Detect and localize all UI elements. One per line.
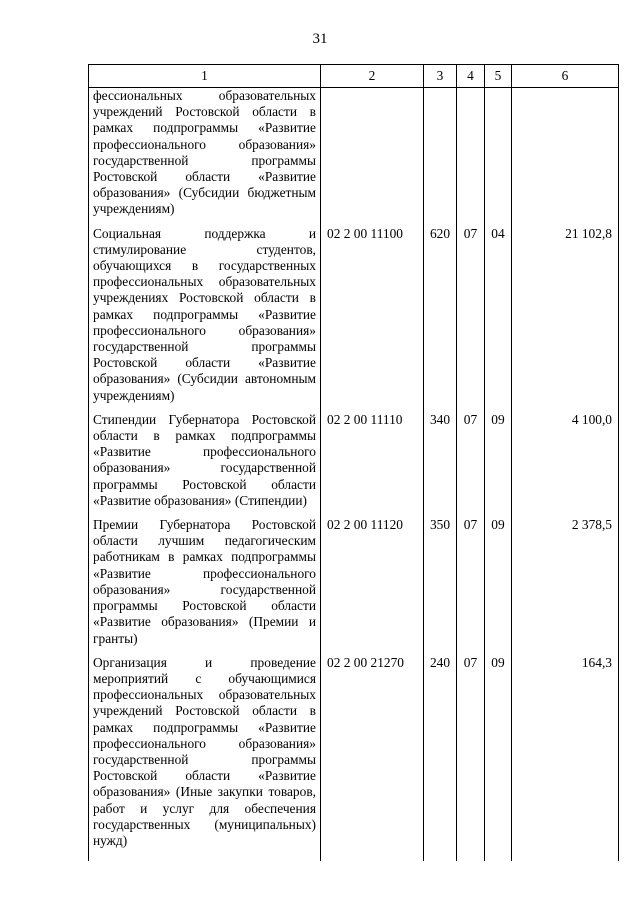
row-target-code: 02 2 00 11110 — [321, 408, 424, 513]
row-section: 07 — [457, 222, 485, 408]
row-target-code — [321, 88, 424, 222]
header-row — [89, 65, 619, 88]
column-header-3: 3 — [424, 65, 457, 88]
column-header-1: 1 — [89, 65, 321, 88]
row-expense-type: 240 — [424, 651, 457, 861]
column-header-2: 2 — [321, 65, 424, 88]
page-number: 31 — [312, 31, 328, 47]
row-description: Социальная поддержка и стимулирование студентов, обучающихся в государственных профессиональных образовательных учреждениях Ростовской области в рамках подпрограммы «Развитие профессионального образования» государственной программы Ростовской области «Развитие образования» (Субсидии автономным учреждениям) — [89, 222, 321, 408]
row-description: Премии Губернатора Ростовской области лучшим педагогическим работникам в рамках подпрограммы «Развитие профессионального образования» государственной программы Ростовской области «Развитие образования» (Премии и гранты) — [89, 513, 321, 651]
row-amount: 2 378,5 — [512, 513, 619, 651]
row-expense-type — [424, 88, 457, 222]
column-header-4: 4 — [457, 65, 485, 88]
row-expense-type: 350 — [424, 513, 457, 651]
row-description: Организация и проведение мероприятий с обучающимися профессиональных образовательных учреждений Ростовской области в рамках подпрограммы «Развитие профессионального образования» государственной программы Ростовской области «Развитие образования» (Иные закупки товаров, работ и услуг для обеспечения государственных (муниципальных) нужд) — [89, 651, 321, 861]
row-section: 07 — [457, 408, 485, 513]
row-description: фессиональных образовательных учреждений Ростовской области в рамках подпрограммы «Развитие профессионального образования» государственной программы Ростовской области «Развитие образования» (Субсидии бюджетным учреждениям) — [89, 88, 321, 222]
row-target-code: 02 2 00 11100 — [321, 222, 424, 408]
row-section — [457, 88, 485, 222]
row-amount: 4 100,0 — [512, 408, 619, 513]
row-subsection: 09 — [485, 408, 512, 513]
row-subsection — [485, 88, 512, 222]
row-section: 07 — [457, 513, 485, 651]
column-header-6: 6 — [512, 65, 619, 88]
table-row — [89, 222, 619, 408]
table-header — [89, 65, 619, 88]
column-header-5: 5 — [485, 65, 512, 88]
row-target-code: 02 2 00 21270 — [321, 651, 424, 861]
table-row — [89, 88, 619, 222]
row-amount — [512, 88, 619, 222]
table-row — [89, 408, 619, 513]
row-amount: 21 102,8 — [512, 222, 619, 408]
row-subsection: 09 — [485, 651, 512, 861]
table-body — [89, 88, 619, 862]
row-subsection: 09 — [485, 513, 512, 651]
row-expense-type: 340 — [424, 408, 457, 513]
row-description: Стипендии Губернатора Ростовской области в рамках подпрограммы «Развитие профессионального образования» государственной программы Ростовской области «Развитие образования» (Стипендии) — [89, 408, 321, 513]
row-target-code: 02 2 00 11120 — [321, 513, 424, 651]
budget-table — [88, 64, 619, 861]
row-section: 07 — [457, 651, 485, 861]
row-amount: 164,3 — [512, 651, 619, 861]
table-row — [89, 651, 619, 861]
row-subsection: 04 — [485, 222, 512, 408]
row-expense-type: 620 — [424, 222, 457, 408]
table-row — [89, 513, 619, 651]
